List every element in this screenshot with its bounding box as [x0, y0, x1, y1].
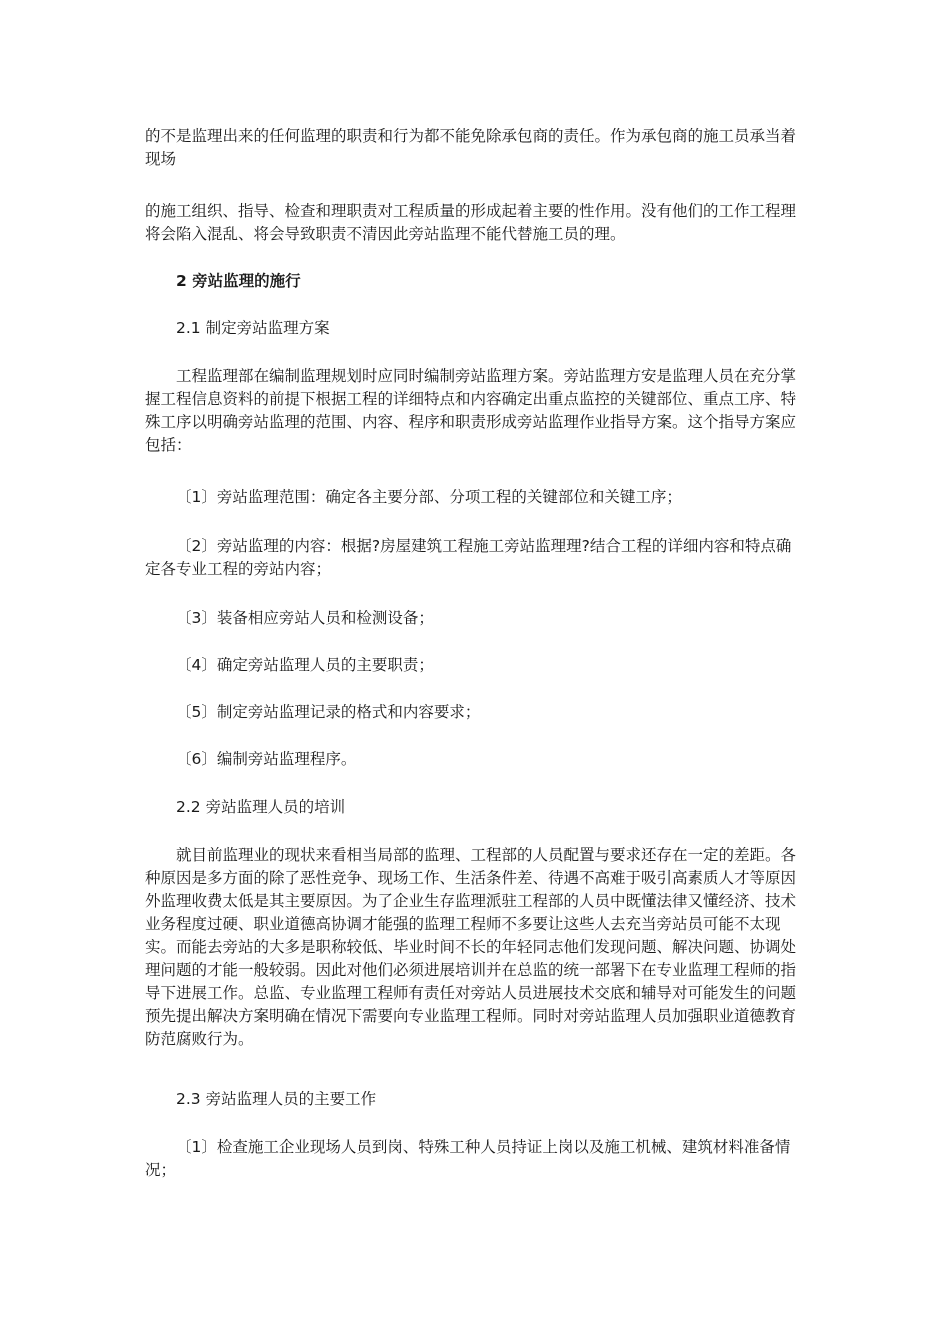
subsection-heading-2-1: 2.1 制定旁站监理方案 — [176, 319, 330, 337]
list-item-2-1-4: 〔4〕确定旁站监理人员的主要职责； — [176, 656, 434, 674]
list-item-2-1-6: 〔6〕编制旁站监理程序。 — [176, 750, 357, 768]
section-heading-2: 2 旁站监理的施行 — [176, 272, 301, 290]
list-item-2-1-1: 〔1〕旁站监理范围：确定各主要分部、分项工程的关键部位和关键工序； — [176, 488, 682, 506]
list-item-2-1-5: 〔5〕制定旁站监理记录的格式和内容要求； — [176, 703, 481, 721]
paragraph-2-2-body: 就目前监理业的现状来看相当局部的监理、工程部的人员配置与要求还存在一定的差距。各种原因是多方面的除了恶性竞争、现场工作、生活条件差、待遇不高难于吸引高素质人才等原因外监理收费太低是其主要原因。为了企业生存监理派驻工程部的人员中既懂法律又懂经济、技术业务程度过硬、职业道德高协调才能强的监理工程师不多要让这些人去充当旁站员可能不太现实。而能去旁站的大多是职称较低、毕业时间不长的年轻同志他们发现问题、解决问题、协调处理问题的才能一般较弱。因此对他们必须进展培训并在总监的统一部署下在专业监理工程师的指导下进展工作。总监、专业监理工程师有责任对旁站人员进展技术交底和辅导对可能发生的问题预先提出解决方案明确在情况下需要向专业监理工程师。同时对旁站监理人员加强职业道德教育防范腐败行为。 — [145, 846, 797, 1048]
paragraph-intro-1: 的不是监理出来的任何监理的职责和行为都不能免除承包商的责任。作为承包商的施工员承当着现场 — [145, 127, 797, 168]
subsection-heading-2-3: 2.3 旁站监理人员的主要工作 — [176, 1090, 377, 1108]
paragraph-2-1-body: 工程监理部在编制监理规划时应同时编制旁站监理方案。旁站监理方安是监理人员在充分掌握工程信息资料的前提下根据工程的详细特点和内容确定出重点监控的关键部位、重点工序、特殊工序以明确旁站监理的范围、内容、程序和职责形成旁站监理作业指导方案。这个指导方案应包括： — [145, 367, 797, 454]
list-item-2-1-3: 〔3〕装备相应旁站人员和检测设备； — [176, 609, 434, 627]
list-item-2-1-2: 〔2〕旁站监理的内容：根据?房屋建筑工程施工旁站监理理?结合工程的详细内容和特点确定各专业工程的旁站内容； — [145, 537, 792, 578]
subsection-heading-2-2: 2.2 旁站监理人员的培训 — [176, 798, 346, 816]
list-item-2-3-1: 〔1〕检查施工企业现场人员到岗、特殊工种人员持证上岗以及施工机械、建筑材料准备情况； — [145, 1138, 791, 1179]
paragraph-intro-2: 的施工组织、指导、检查和理职责对工程质量的形成起着主要的性作用。没有他们的工作工程理将会陷入混乱、将会导致职责不清因此旁站监理不能代替施工员的理。 — [145, 202, 797, 243]
